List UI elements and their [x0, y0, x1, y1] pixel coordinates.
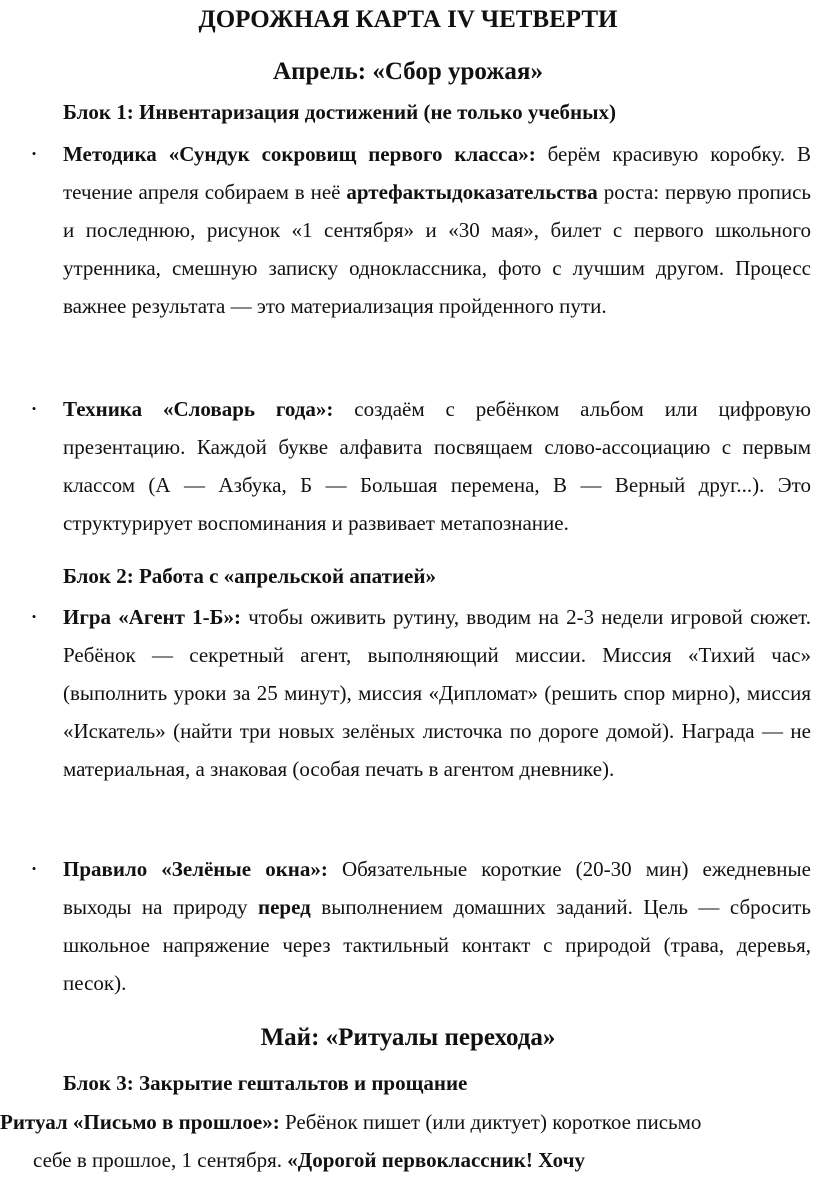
- ritual-text: Ребёнок пишет (или диктует) короткое письмо: [279, 1110, 702, 1134]
- item-paragraph: [63, 135, 811, 325]
- bullet-icon: •: [31, 609, 37, 624]
- ritual-paragraph: [0, 1103, 816, 1179]
- item-paragraph: [63, 598, 811, 788]
- item-paragraph: [63, 390, 811, 542]
- item-title: Техника «Словарь года»:: [63, 397, 334, 421]
- list-item-green-windows: [31, 850, 811, 1002]
- item-title: Правило «Зелёные окна»:: [63, 857, 328, 881]
- item-title: Методика «Сундук сокровищ первого класса»:: [63, 142, 536, 166]
- item-text: роста: первую пропись и последнюю, рисунок «1 сентября» и «30 мая», билет с первого школьного утренника, смешную записку одноклассника, фото с лучшим другом. Процесс важнее результата — это материализация пройденного пути.: [63, 180, 811, 318]
- list-item-year-dictionary: [31, 390, 811, 542]
- list-item-treasure-chest: [31, 135, 811, 325]
- item-title: Игра «Агент 1-Б»:: [63, 605, 242, 629]
- block-heading-1: Блок 1: Инвентаризация достижений (не только учебных): [63, 100, 616, 124]
- ritual-title: Ритуал «Письмо в прошлое»:: [0, 1110, 280, 1134]
- ritual-text: себе в прошлое, 1 сентября.: [33, 1148, 288, 1172]
- block-heading-3: Блок 3: Закрытие гештальтов и прощание: [63, 1071, 468, 1095]
- item-emphasis: артефактыдоказательства: [346, 180, 598, 204]
- item-text: берём красивую коробку. В течение апреля собираем в неё: [63, 142, 811, 204]
- item-emphasis: перед: [258, 895, 311, 919]
- section-heading-april: Апрель: «Сбор урожая»: [273, 58, 543, 85]
- ritual-continuation: [0, 1141, 816, 1179]
- document-title: ДОРОЖНАЯ КАРТА IV ЧЕТВЕРТИ: [198, 6, 618, 33]
- bullet-icon: •: [31, 146, 37, 161]
- item-text: создаём с ребёнком альбом или цифровую презентацию. Каждой букве алфавита посвящаем слово-ассоциацию с первым классом (А — Азбука, Б — Большая перемена, В — Верный друг...). Это структурирует воспоминания и развивает метапознание.: [63, 397, 811, 535]
- item-text: Обязательные короткие (20-30 мин) ежедневные выходы на природу: [63, 857, 811, 919]
- block-heading-2: Блок 2: Работа с «апрельской апатией»: [63, 564, 436, 588]
- bullet-icon: •: [31, 401, 37, 416]
- section-heading-may: Май: «Ритуалы перехода»: [260, 1024, 556, 1051]
- list-item-agent-game: [31, 598, 811, 788]
- item-paragraph: [63, 850, 811, 1002]
- ritual-quote: «Дорогой первоклассник! Хочу: [287, 1148, 585, 1172]
- bullet-icon: •: [31, 861, 37, 876]
- item-text: выполнением домашних заданий. Цель — сбросить школьное напряжение через тактильный контакт с природой (трава, деревья, песок).: [63, 895, 811, 995]
- item-text: чтобы оживить рутину, вводим на 2-3 недели игровой сюжет. Ребёнок — секретный агент, выполняющий миссии. Миссия «Тихий час» (выполнить уроки за 25 минут), миссия «Дипломат» (решить спор мирно), миссия «Искатель» (найти три новых зелёных листочка по дороге домой). Награда — не материальная, а знаковая (особая печать в агентом дневнике).: [63, 605, 811, 781]
